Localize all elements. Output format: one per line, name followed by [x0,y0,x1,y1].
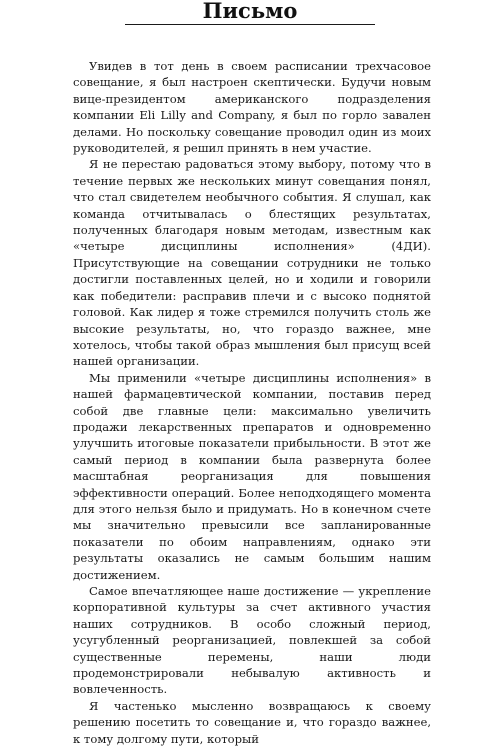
page-title: Письмо [202,0,298,23]
paragraph: Самое впечатляющее наше достижение — укрепление корпоративной культуры за счет активного участия наших сотрудников. В особо сложный период, усугубленный реорганизацией, повлекшей за собой существенные перемены, наши люди продемонстрировали небывалую активность и вовлеченность. [73,584,431,697]
paragraph: Я не перестаю радоваться этому выбору, потому что в течение первых же нескольких минут совещания понял, что стал свидетелем необычного события. Я слушал, как команда отчитывалась о блестящих результатах, полученных благодаря новым методам, известным как «четыре дисциплины исполнения» (4ДИ). Присутствующие на совещании сотрудники не только достигли поставленных целей, но и ходили и говорили как победители: расправив плечи и с высоко поднятой головой. Как лидер я тоже стремился получить столь же высокие результаты, но, что гораздо важнее, мне хотелось, чтобы такой образ мышления был присущ всей нашей организации. [73,157,431,369]
body-text [73,58,431,747]
paragraph: Я частенько мысленно возвращаюсь к своему решению посетить то совещание и, что гораздо важнее, к тому долгому пути, который [73,698,431,746]
paragraph: Мы применили «четыре дисциплины исполнения» в нашей фармацевтической компании, поставив перед собой две главные цели: максимально увеличить продажи лекарственных препаратов и одновременно улучшить итоговые показатели прибыльности. В этот же самый период в компании была развернута более масштабная реорганизация для повышения эффективности операций. Более неподходящего момента для этого нельзя было и придумать. Но в конечном счете мы значительно превысили все запланированные показатели по обоим направлениям, однако эти результаты оказались не самым большим нашим достижением. [73,370,431,582]
page-header [125,0,375,25]
paragraph: Увидев в тот день в своем расписании трехчасовое совещание, я был настроен скептически. Будучи новым вице-президентом американского подразделения компании Eli Lilly and Company, я был по горло завален делами. Но поскольку совещание проводил один из моих руководителей, я решил принять в нем участие. [73,59,431,156]
